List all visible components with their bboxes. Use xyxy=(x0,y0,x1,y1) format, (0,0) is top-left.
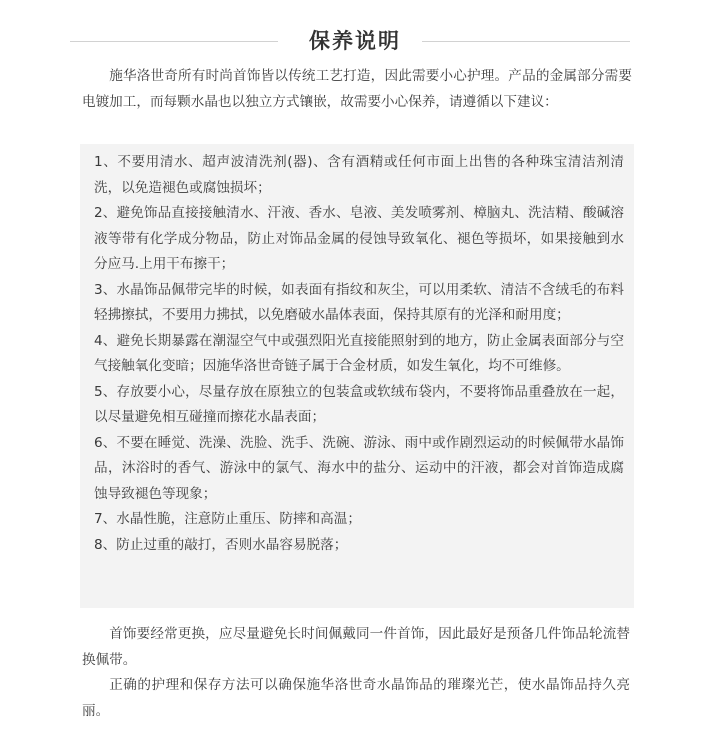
intro-paragraph: 施华洛世奇所有时尚首饰皆以传统工艺打造，因此需要小心护理。产品的金属部分需要电镀加工，而每颗水晶也以独立方式镶嵌，故需要小心保养，请遵循以下建议： xyxy=(82,68,632,110)
care-item-5: 5、存放要小心，尽量存放在原独立的包装盒或软绒布袋内，不要将饰品重叠放在一起，以尽量避免相互碰撞而擦花水晶表面； xyxy=(94,383,624,425)
title-divider-right xyxy=(422,41,630,42)
care-item-6: 6、不要在睡觉、洗澡、洗脸、洗手、洗碗、游泳、雨中或作剧烈运动的时候佩带水晶饰品，沐浴时的香气、游泳中的氯气、海水中的盐分、运动中的汗液，都会对首饰造成腐蚀导致褪色等现象； xyxy=(94,434,624,502)
care-instructions-list xyxy=(80,144,634,558)
outro-paragraph-2: 正确的护理和保存方法可以确保施华洛世奇水晶饰品的璀璨光芒，使水晶饰品持久亮丽。 xyxy=(82,677,630,719)
care-item-8: 8、防止过重的敲打，否则水晶容易脱落； xyxy=(94,536,348,553)
title-row xyxy=(0,24,710,58)
care-item-2: 2、避免饰品直接接触清水、汗液、香水、皂液、美发喷雾剂、樟脑丸、洗洁精、酸碱溶液等带有化学成分物品，防止对饰品金属的侵蚀导致氧化、褪色等损坏，如果接触到水分应马.上用干布擦干； xyxy=(94,205,624,272)
care-item-1: 1、不要用清水、超声波清洗剂(器)、含有酒精或任何市面上出售的各种珠宝清洁剂清洗，以免造褪色或腐蚀损坏； xyxy=(94,154,624,196)
care-item-4: 4、避免长期暴露在潮湿空气中或强烈阳光直接能照射到的地方，防止金属表面部分与空气接触氧化变暗；因施华洛世奇链子属于合金材质，如发生氧化，均不可维修。 xyxy=(94,332,624,374)
care-item-7: 7、水晶性脆，注意防止重压、防摔和高温； xyxy=(94,511,361,527)
page-title: 保养说明 xyxy=(309,29,401,53)
care-instructions-box xyxy=(80,144,634,608)
outro-paragraph-1: 首饰要经常更换，应尽量避免长时间佩戴同一件首饰，因此最好是预备几件饰品轮流替换佩带。 xyxy=(82,626,630,668)
care-item-3: 3、水晶饰品佩带完毕的时候，如表面有指纹和灰尘，可以用柔软、清洁不含绒毛的布料轻拂擦拭，不要用力拂拭，以免磨破水晶体表面，保持其原有的光泽和耐用度； xyxy=(94,281,624,323)
